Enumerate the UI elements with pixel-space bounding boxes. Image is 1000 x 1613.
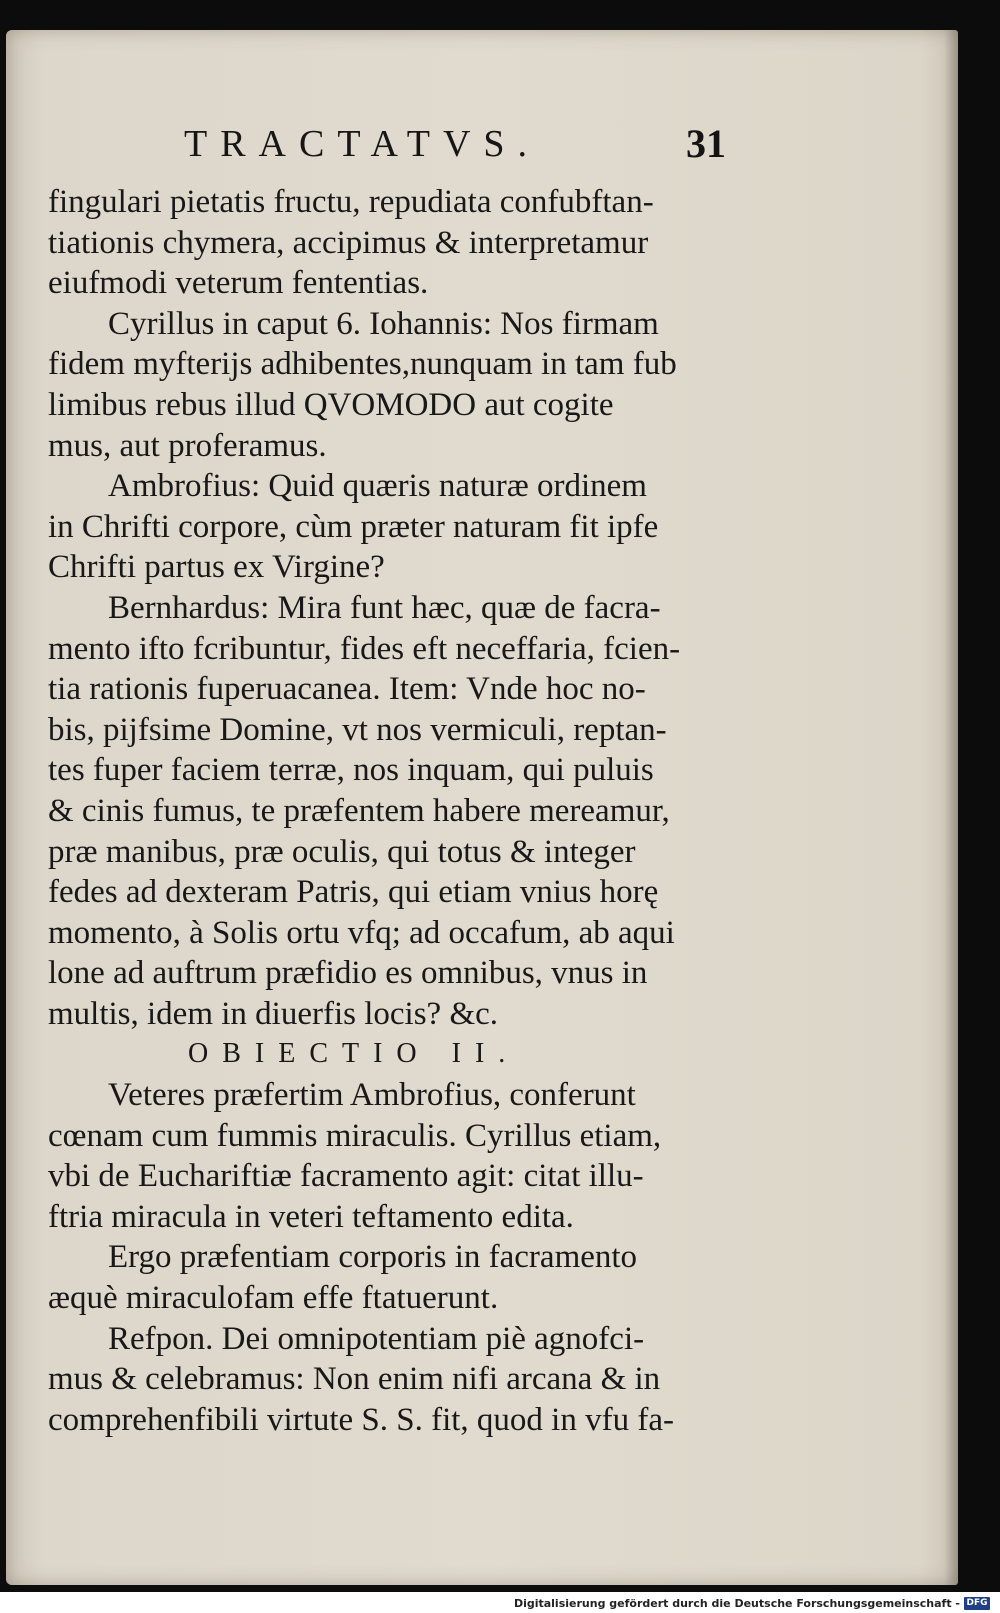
text-line: fedes ad dexteram Patris, qui etiam vnius horę [48,874,659,911]
text-line: fidem myfterijs adhibentes,nunquam in tam fub [48,346,677,383]
text-line: multis, idem in diuerfis locis? &c. [48,995,499,1032]
text-line: æquè miraculofam effe ftatuerunt. [48,1280,499,1317]
text-line: & cinis fumus, te præfentem habere mereamur, [48,792,670,829]
text-line: Ergo præfentiam corporis in facramento [108,1239,638,1276]
text-line: mento ifto fcribuntur, fides eft neceffaria, fcien- [48,630,681,667]
text-line: eiufmodi veterum fententias. [48,265,429,302]
text-line: comprehenfibili virtute S. S. fit, quod in vfu fa- [48,1401,674,1438]
text-line: tiationis chymera, accipimus & interpretamur [48,224,649,261]
text-line: Ambrofius: Quid quæris naturæ ordinem [108,468,647,505]
text-line: vbi de Euchariftiæ facramento agit: citat illu- [48,1158,644,1195]
text-line: cœnam cum fummis miraculis. Cyrillus etiam, [48,1117,662,1154]
text-line: Chrifti partus ex Virgine? [48,549,385,586]
footer-credit-text: Digitalisierung gefördert durch die Deutsche Forschungsgemeinschaft - [513,1596,960,1610]
text-line: præ manibus, præ oculis, qui totus & integer [48,833,636,870]
text-line: fingulari pietatis fructu, repudiata confubftan- [48,184,654,220]
text-line: Cyrillus in caput 6. Iohannis: Nos firmam [108,305,659,342]
running-head [6,122,958,172]
text-line: Bernhardus: Mira funt hæc, quæ de facra- [108,589,661,626]
text-line: ftria miracula in veteri teftamento edita. [48,1198,574,1235]
page-number: 31 [686,121,726,166]
body-text [48,182,738,1440]
text-line: Veteres præfertim Ambrofius, conferunt [108,1077,636,1114]
running-title: TRACTATVS. [184,123,541,165]
text-line: momento, à Solis ortu vfq; ad occafum, ab aqui [48,914,675,951]
text-line: lone ad auftrum præfidio es omnibus, vnus in [48,955,648,992]
text-line: tia rationis fuperuacanea. Item: Vnde hoc no- [48,671,646,708]
section-heading: OBIECTIO II. [188,1038,520,1070]
text-line: mus & celebramus: Non enim nifi arcana & in [48,1361,661,1398]
text-line: limibus rebus illud QVOMODO aut cogite [48,386,614,423]
dfg-logo: DFG [964,1597,990,1610]
text-line: bis, pijfsime Domine, vt nos vermiculi, reptan- [48,711,667,748]
text-line: mus, aut proferamus. [48,427,327,464]
footer-credit [514,1595,990,1611]
text-line: tes fuper faciem terræ, nos inquam, qui puluis [48,752,654,789]
book-page [6,30,958,1585]
text-line: Refpon. Dei omnipotentiam piè agnofci- [108,1320,645,1357]
text-line: in Chrifti corpore, cùm præter naturam fit ipfe [48,508,659,545]
